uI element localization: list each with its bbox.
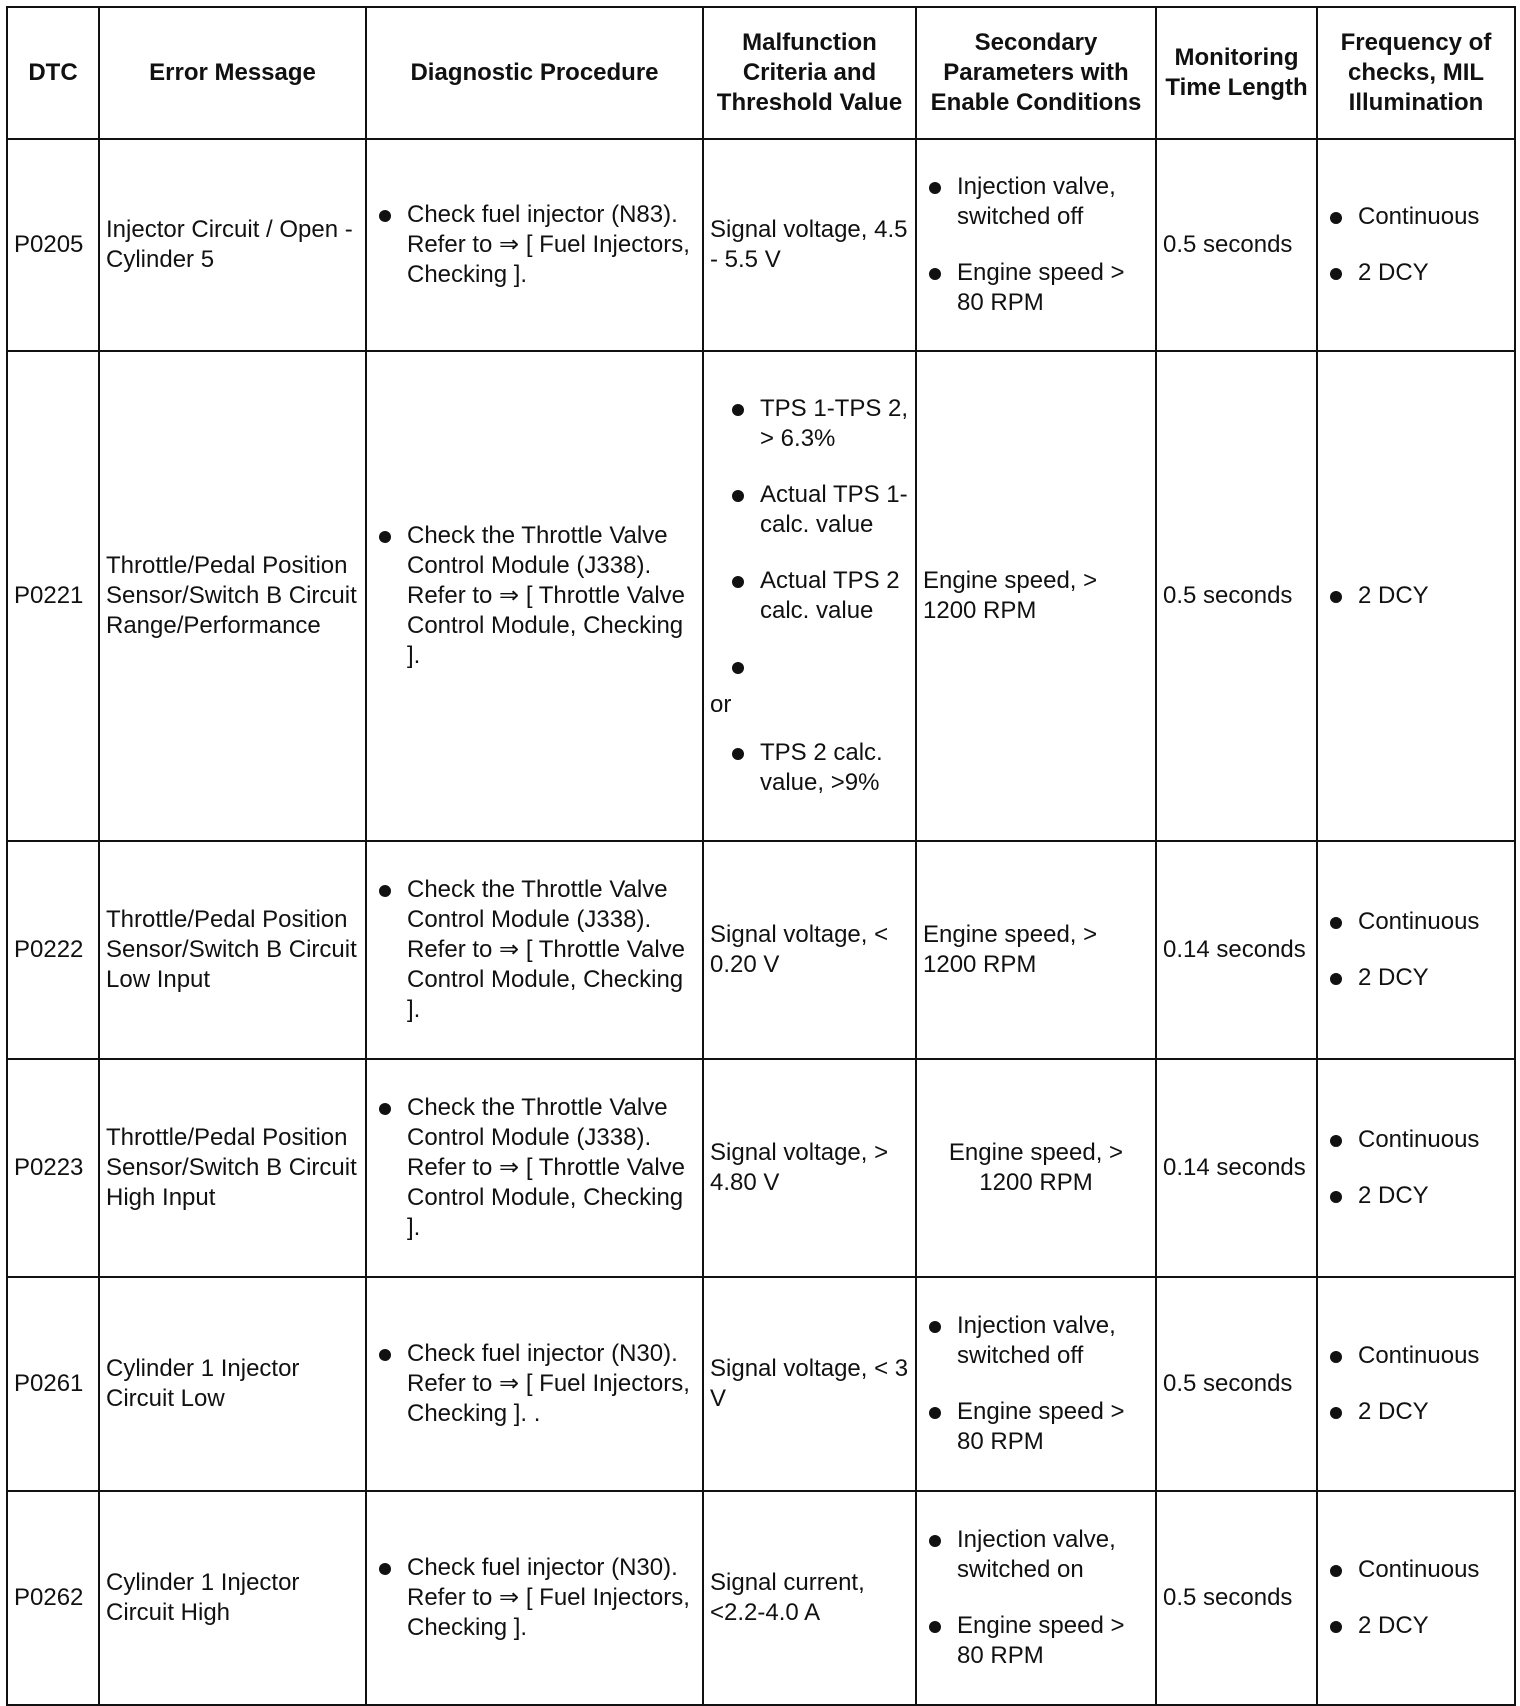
list-item: Engine speed > 80 RPM <box>923 1397 1149 1457</box>
bullet-icon <box>1330 973 1342 985</box>
table-row <box>7 1277 1515 1491</box>
bullet-icon <box>1330 268 1342 280</box>
bullet-icon <box>1330 1135 1342 1147</box>
bullet-icon <box>1330 1621 1342 1633</box>
table-row <box>7 1491 1515 1705</box>
list-item: Continuous <box>1324 907 1508 937</box>
monitoring-time: 0.5 seconds <box>1156 351 1317 841</box>
list-item: Actual TPS 2 calc. value <box>726 566 909 626</box>
malfunction-criteria: Signal voltage, < 0.20 V <box>703 841 916 1059</box>
bullet-icon <box>929 268 941 280</box>
header-monitoring-time: Monitoring Time Length <box>1156 7 1317 139</box>
diagnostic-procedure <box>366 1277 703 1491</box>
error-message: Throttle/Pedal Position Sensor/Switch B Circuit Low Input <box>99 841 366 1059</box>
dtc-code: P0262 <box>7 1491 99 1705</box>
header-malfunction-criteria: Malfunction Criteria and Threshold Value <box>703 7 916 139</box>
dtc-code: P0221 <box>7 351 99 841</box>
list-item: Check fuel injector (N30). Refer to ⇒ [ Fuel Injectors, Checking ]. . <box>373 1339 696 1429</box>
frequency-mil <box>1317 841 1515 1059</box>
list-item: 2 DCY <box>1324 963 1508 993</box>
error-message: Injector Circuit / Open - Cylinder 5 <box>99 139 366 351</box>
list-item: 2 DCY <box>1324 581 1508 611</box>
bullet-icon <box>732 662 744 674</box>
list-item: Continuous <box>1324 1341 1508 1371</box>
monitoring-time: 0.14 seconds <box>1156 841 1317 1059</box>
error-message: Cylinder 1 Injector Circuit High <box>99 1491 366 1705</box>
bullet-icon <box>379 531 391 543</box>
bullet-icon <box>732 576 744 588</box>
malfunction-criteria: Signal voltage, 4.5 - 5.5 V <box>703 139 916 351</box>
monitoring-time: 0.14 seconds <box>1156 1059 1317 1277</box>
list-item: Continuous <box>1324 1555 1508 1585</box>
bullet-icon <box>929 1535 941 1547</box>
list-item: Check fuel injector (N83). Refer to ⇒ [ Fuel Injectors, Checking ]. <box>373 200 696 290</box>
secondary-parameters: Engine speed, > 1200 RPM <box>916 1059 1156 1277</box>
header-row <box>7 7 1515 139</box>
monitoring-time: 0.5 seconds <box>1156 139 1317 351</box>
frequency-mil <box>1317 1491 1515 1705</box>
monitoring-time: 0.5 seconds <box>1156 1491 1317 1705</box>
dtc-code: P0261 <box>7 1277 99 1491</box>
list-item: Continuous <box>1324 202 1508 232</box>
list-item: Injection valve, switched off <box>923 1311 1149 1371</box>
list-item: Injection valve, switched on <box>923 1525 1149 1585</box>
monitoring-time: 0.5 seconds <box>1156 1277 1317 1491</box>
secondary-parameters <box>916 1277 1156 1491</box>
table-row <box>7 841 1515 1059</box>
malfunction-criteria: Signal voltage, > 4.80 V <box>703 1059 916 1277</box>
bullet-icon <box>929 1321 941 1333</box>
or-separator: or <box>710 691 732 718</box>
error-message: Cylinder 1 Injector Circuit Low <box>99 1277 366 1491</box>
diagnostic-procedure <box>366 1059 703 1277</box>
list-item: Engine speed > 80 RPM <box>923 1611 1149 1671</box>
bullet-icon <box>379 885 391 897</box>
dtc-code: P0222 <box>7 841 99 1059</box>
bullet-icon <box>929 182 941 194</box>
bullet-icon <box>1330 212 1342 224</box>
bullet-icon <box>732 490 744 502</box>
list-item: Engine speed > 80 RPM <box>923 258 1149 318</box>
bullet-icon <box>1330 1191 1342 1203</box>
bullet-icon <box>379 1349 391 1361</box>
list-item: Injection valve, switched off <box>923 172 1149 232</box>
frequency-mil <box>1317 1277 1515 1491</box>
list-item: Continuous <box>1324 1125 1508 1155</box>
list-item <box>726 652 909 682</box>
header-diagnostic-procedure: Diagnostic Procedure <box>366 7 703 139</box>
error-message: Throttle/Pedal Position Sensor/Switch B Circuit High Input <box>99 1059 366 1277</box>
bullet-icon <box>1330 1565 1342 1577</box>
header-error-message: Error Message <box>99 7 366 139</box>
secondary-parameters: Engine speed, > 1200 RPM <box>916 841 1156 1059</box>
bullet-icon <box>1330 1407 1342 1419</box>
list-item: 2 DCY <box>1324 1397 1508 1427</box>
frequency-mil <box>1317 1059 1515 1277</box>
header-frequency-mil: Frequency of checks, MIL Illumination <box>1317 7 1515 139</box>
list-item: Check the Throttle Valve Control Module (J338). Refer to ⇒ [ Throttle Valve Control Module, Checking ]. <box>373 875 696 1025</box>
header-secondary-parameters: Secondary Parameters with Enable Conditions <box>916 7 1156 139</box>
bullet-icon <box>379 210 391 222</box>
table-row <box>7 1059 1515 1277</box>
table-row <box>7 351 1515 841</box>
list-item: Check fuel injector (N30). Refer to ⇒ [ Fuel Injectors, Checking ]. <box>373 1553 696 1643</box>
list-item: TPS 1-TPS 2, > 6.3% <box>726 394 909 454</box>
dtc-table <box>6 6 1516 1706</box>
bullet-icon <box>1330 591 1342 603</box>
secondary-parameters <box>916 1491 1156 1705</box>
secondary-parameters: Engine speed, > 1200 RPM <box>916 351 1156 841</box>
list-item: TPS 2 calc. value, >9% <box>726 738 909 798</box>
bullet-icon <box>379 1563 391 1575</box>
list-item: Actual TPS 1- calc. value <box>726 480 909 540</box>
list-item: 2 DCY <box>1324 1181 1508 1211</box>
malfunction-criteria: Signal voltage, < 3 V <box>703 1277 916 1491</box>
list-item: 2 DCY <box>1324 1611 1508 1641</box>
diagnostic-procedure <box>366 351 703 841</box>
malfunction-criteria <box>703 351 916 841</box>
bullet-icon <box>929 1621 941 1633</box>
header-dtc: DTC <box>7 7 99 139</box>
bullet-icon <box>732 748 744 760</box>
malfunction-criteria: Signal current, <2.2-4.0 A <box>703 1491 916 1705</box>
frequency-mil <box>1317 139 1515 351</box>
table-row <box>7 139 1515 351</box>
bullet-icon <box>929 1407 941 1419</box>
bullet-icon <box>1330 1351 1342 1363</box>
bullet-icon <box>1330 917 1342 929</box>
list-item: 2 DCY <box>1324 258 1508 288</box>
list-item: Check the Throttle Valve Control Module (J338). Refer to ⇒ [ Throttle Valve Control Module, Checking ]. <box>373 1093 696 1243</box>
diagnostic-procedure <box>366 841 703 1059</box>
bullet-icon <box>732 404 744 416</box>
diagnostic-procedure <box>366 1491 703 1705</box>
secondary-parameters <box>916 139 1156 351</box>
dtc-code: P0205 <box>7 139 99 351</box>
diagnostic-procedure <box>366 139 703 351</box>
list-item: Check the Throttle Valve Control Module (J338). Refer to ⇒ [ Throttle Valve Control Module, Checking ]. <box>373 521 696 671</box>
dtc-code: P0223 <box>7 1059 99 1277</box>
error-message: Throttle/Pedal Position Sensor/Switch B Circuit Range/Performance <box>99 351 366 841</box>
frequency-mil <box>1317 351 1515 841</box>
bullet-icon <box>379 1103 391 1115</box>
